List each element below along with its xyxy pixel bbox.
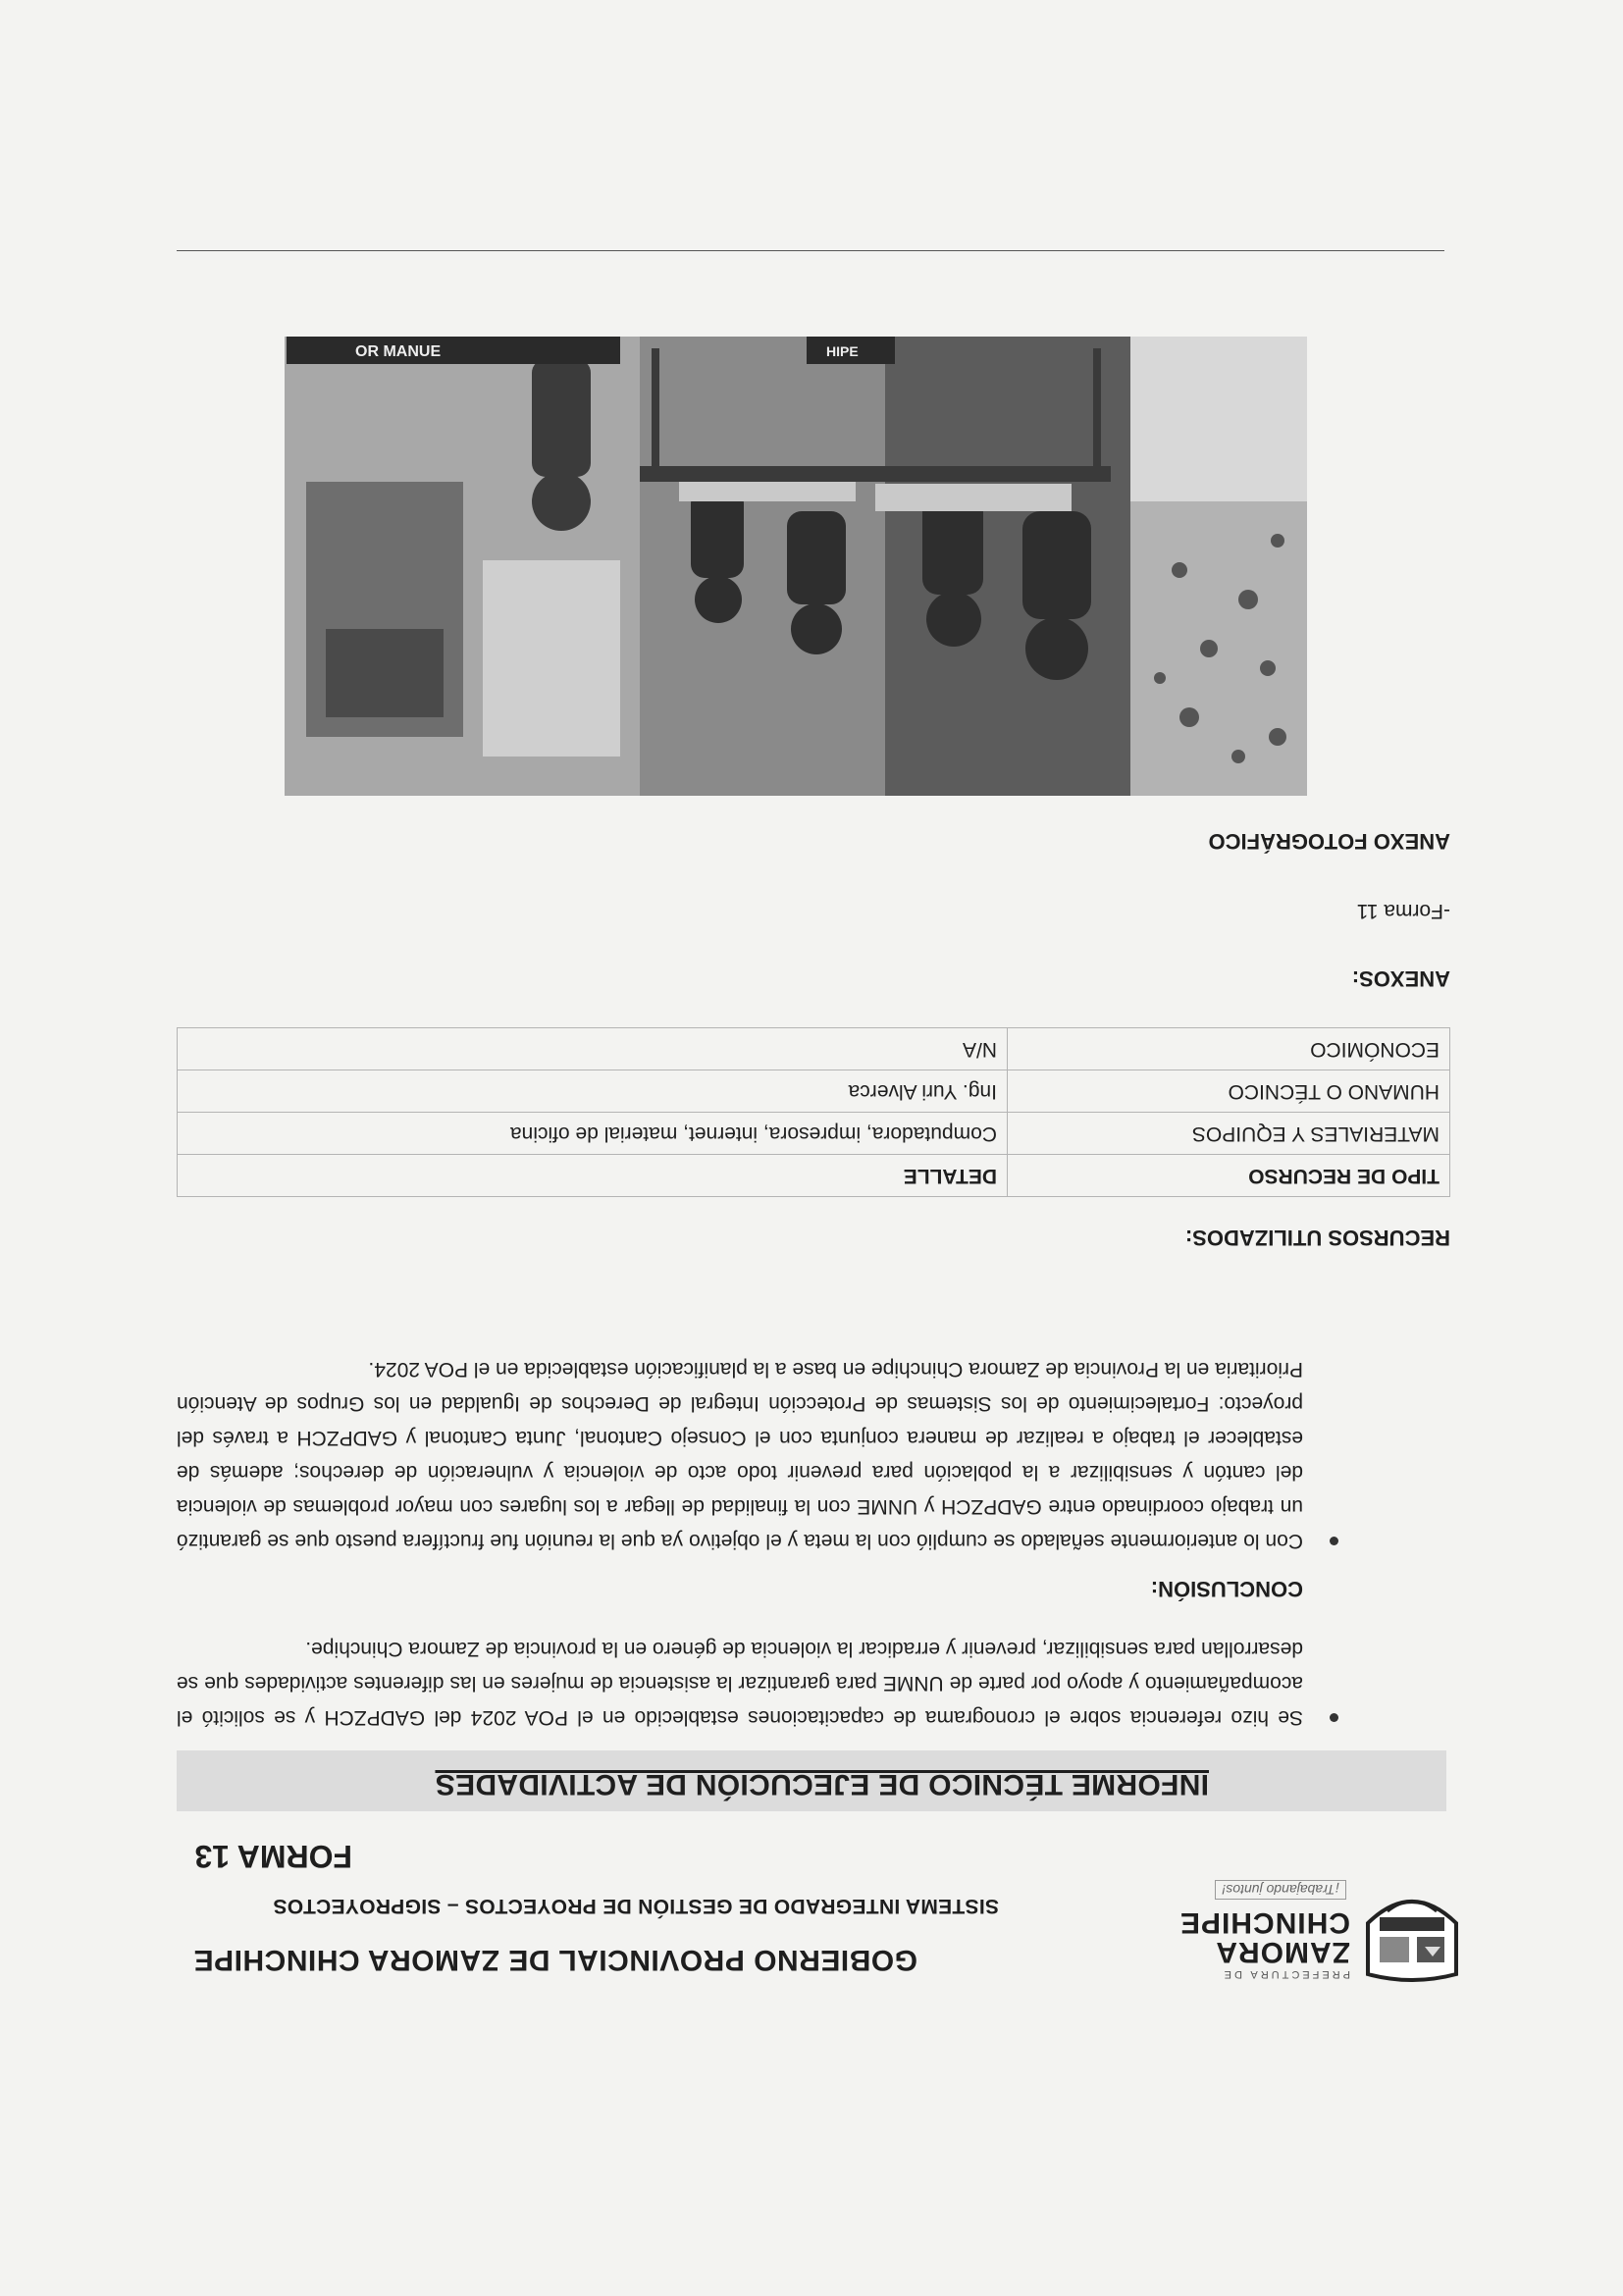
brand-name-line2: CHINCHIPE xyxy=(1178,1906,1350,1939)
photo-sign-text: OR MANUE xyxy=(355,343,442,360)
table-header-row xyxy=(178,1155,1450,1197)
form-number: FORMA 13 xyxy=(194,1839,352,1874)
resources-table xyxy=(177,1027,1450,1197)
table-row xyxy=(178,1028,1450,1070)
resource-type-cell: MATERIALES Y EQUIPOS xyxy=(1008,1113,1450,1155)
brand-slogan: ¡Trabajando juntos! xyxy=(1215,1880,1346,1900)
meeting-photo xyxy=(285,337,1307,796)
brand-name-line1: ZAMORA xyxy=(1215,1936,1350,1968)
photo-annex-heading: ANEXO FOTOGRÁFICO xyxy=(1208,829,1450,854)
paragraph-conclusion: Con lo anteriormente señalado se cumplió con la meta y el objetivo ya que la reunión fue fructífera puesto que se garantizó un trabajo coordinado entre GADPZCH y UNME con la finalidad de llegar a los lugares con mayor problemas de violencia del cantón y sensibilizar a la población para prevenir todo acto de violencia y vulneración de derechos; además de establecer el trabajo a realizar de manera conjunta con el Consejo Cantonal, Junta Cantonal y GADPZCH a través del proyecto: Fortalecimiento de los Sistemas de Protección Integral de Derechos de Igualdad en los Grupos de Atención Prioritaria en la Provincia de Zamora Chinchipe en base a la planificación establecida en el POA 2024. xyxy=(177,1358,1303,1552)
annex-item: -Forma 11 xyxy=(1356,900,1450,922)
brand-prefix: PREFECTURA DE xyxy=(1221,1968,1350,1980)
bullet-icon xyxy=(1330,1713,1338,1722)
footer-rule xyxy=(177,250,1444,251)
report-title: INFORME TÉCNICO DE EJECUCIÓN DE ACTIVIDADES xyxy=(435,1768,1209,1800)
system-title: SISTEMA INTEGRADO DE GESTIÓN DE PROYECTOS – SIGPROYECTOS xyxy=(273,1895,999,1917)
resource-type-cell: HUMANO O TÉCNICO xyxy=(1008,1070,1450,1113)
resource-detail-cell: Computadora, impresora, internet, material de oficina xyxy=(178,1113,1008,1155)
bullet-icon xyxy=(1330,1537,1338,1545)
table-row xyxy=(178,1113,1450,1155)
resources-heading: RECURSOS UTILIZADOS: xyxy=(1184,1226,1450,1250)
table-row xyxy=(178,1070,1450,1113)
photo-sign-text-2: HIPE xyxy=(826,343,859,359)
prefecture-logo-icon xyxy=(1358,1884,1466,1982)
column-header-type: TIPO DE RECURSO xyxy=(1008,1155,1450,1197)
conclusion-heading: CONCLUSIÓN: xyxy=(1150,1577,1303,1601)
resource-type-cell: ECONÓMICO xyxy=(1008,1028,1450,1070)
org-title: GOBIERNO PROVINCIAL DE ZAMORA CHINCHIPE xyxy=(193,1944,917,1976)
resource-detail-cell: Ing. Yuri Alverca xyxy=(178,1070,1008,1113)
annexes-heading: ANEXOS: xyxy=(1351,966,1450,991)
paragraph-reference: Se hizo referencia sobre el cronograma de capacitaciones establecido en el POA 2024 del GADPZCH y se solicitó el acompañamiento y apoyo por parte de UNME para garantizar la asistencia de mujeres en las diferentes actividades que se desarrollan para sensibilizar, prevenir y erradicar la violencia de género en la provincia de Zamora Chinchipe. xyxy=(177,1638,1303,1729)
brand-name xyxy=(1179,1907,1350,1966)
column-header-detail: DETALLE xyxy=(178,1155,1008,1197)
resource-detail-cell: N/A xyxy=(178,1028,1008,1070)
meeting-photo-icon xyxy=(285,337,1307,796)
